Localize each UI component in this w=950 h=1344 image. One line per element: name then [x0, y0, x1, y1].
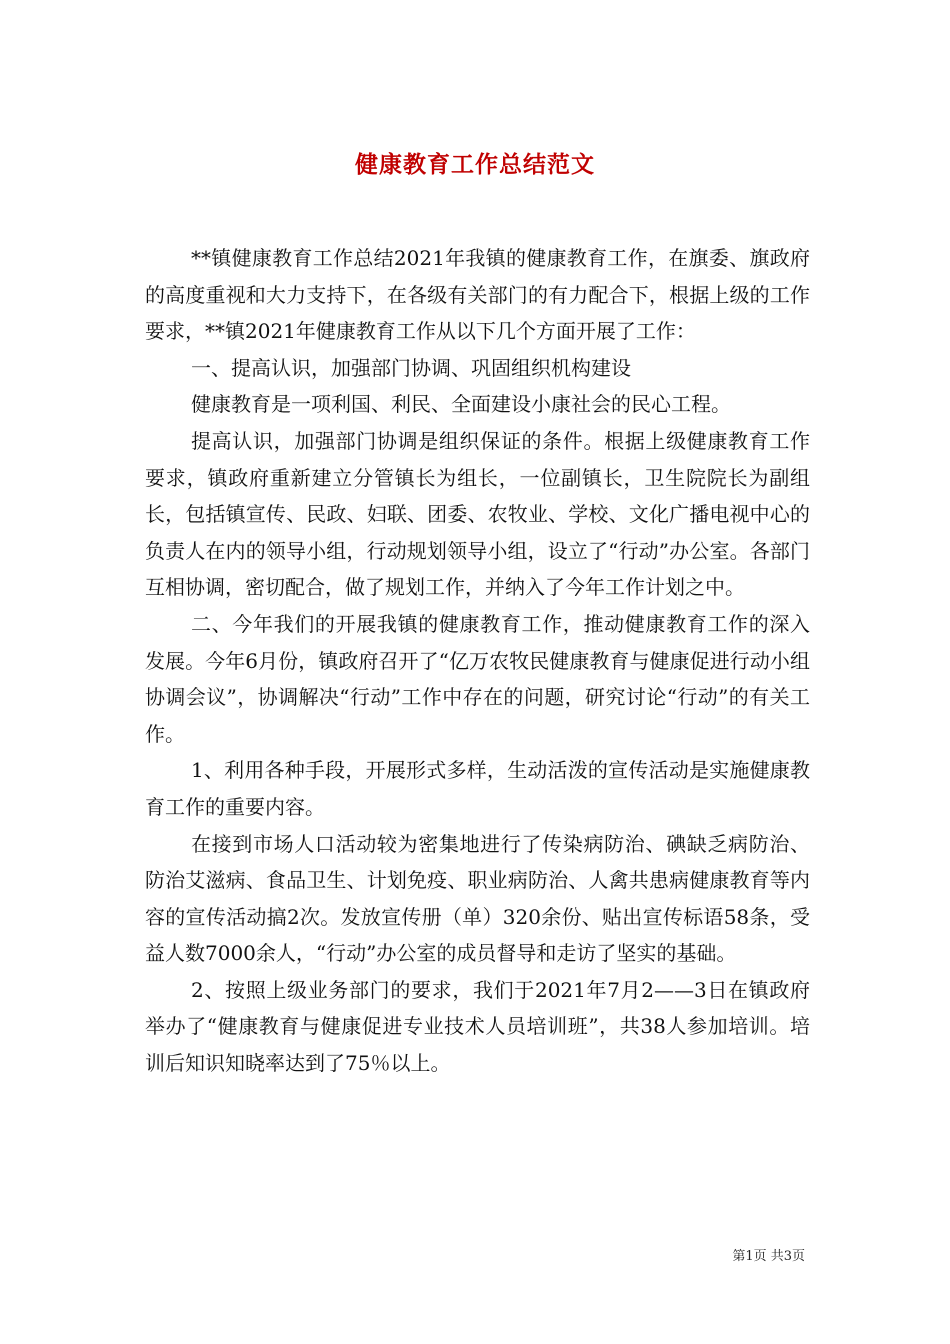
paragraph-intro: **镇健康教育工作总结2021年我镇的健康教育工作，在旗委、旗政府的高度重视和大力支持下，在各级有关部门的有力配合下，根据上级的工作要求，**镇2021年健康教育工作从以下几个方面开展了工作： — [145, 246, 810, 344]
paragraph-section-2-heading: 二、今年我们的开展我镇的健康教育工作，推动健康教育工作的深入发展。今年6月份，镇政府召开了“亿万农牧民健康教育与健康促进行动小组协调会议”，协调解决“行动”工作中存在的问题，研究讨论“行动”的有关工作。 — [145, 611, 810, 746]
paragraph-item-1: 1、利用各种手段，开展形式多样，生动活泼的宣传活动是实施健康教育工作的重要内容。 — [145, 758, 810, 819]
paragraph-section-1-heading: 一、提高认识，加强部门协调、巩固组织机构建设 — [191, 355, 631, 380]
page-number: 第1页 共3页 — [732, 1249, 805, 1264]
document-body — [145, 240, 810, 1082]
paragraph: 健康教育是一项利国、利民、全面建设小康社会的民心工程。 — [191, 392, 731, 417]
page-title: 健康教育工作总结范文 — [355, 151, 595, 179]
paragraph: 在接到市场人口活动较为密集地进行了传染病防治、碘缺乏病防治、防治艾滋病、食品卫生、计划免疫、职业病防治、人禽共患病健康教育等内容的宣传活动搞2次。发放宣传册（单）320余份、贴出宣传标语58条，受益人数7000余人，“行动”办公室的成员督导和走访了坚实的基础。 — [145, 831, 810, 966]
paragraph-item-2: 2、按照上级业务部门的要求，我们于2021年7月2——3日在镇政府举办了“健康教育与健康促进专业技术人员培训班”，共38人参加培训。培训后知识知晓率达到了75％以上。 — [145, 977, 810, 1076]
paragraph: 提高认识，加强部门协调是组织保证的条件。根据上级健康教育工作要求，镇政府重新建立分管镇长为组长，一位副镇长，卫生院院长为副组长，包括镇宣传、民政、妇联、团委、农牧业、学校、文化广播电视中心的负责人在内的领导小组，行动规划领导小组，设立了“行动”办公室。各部门互相协调，密切配合，做了规划工作，并纳入了今年工作计划之中。 — [145, 428, 810, 600]
